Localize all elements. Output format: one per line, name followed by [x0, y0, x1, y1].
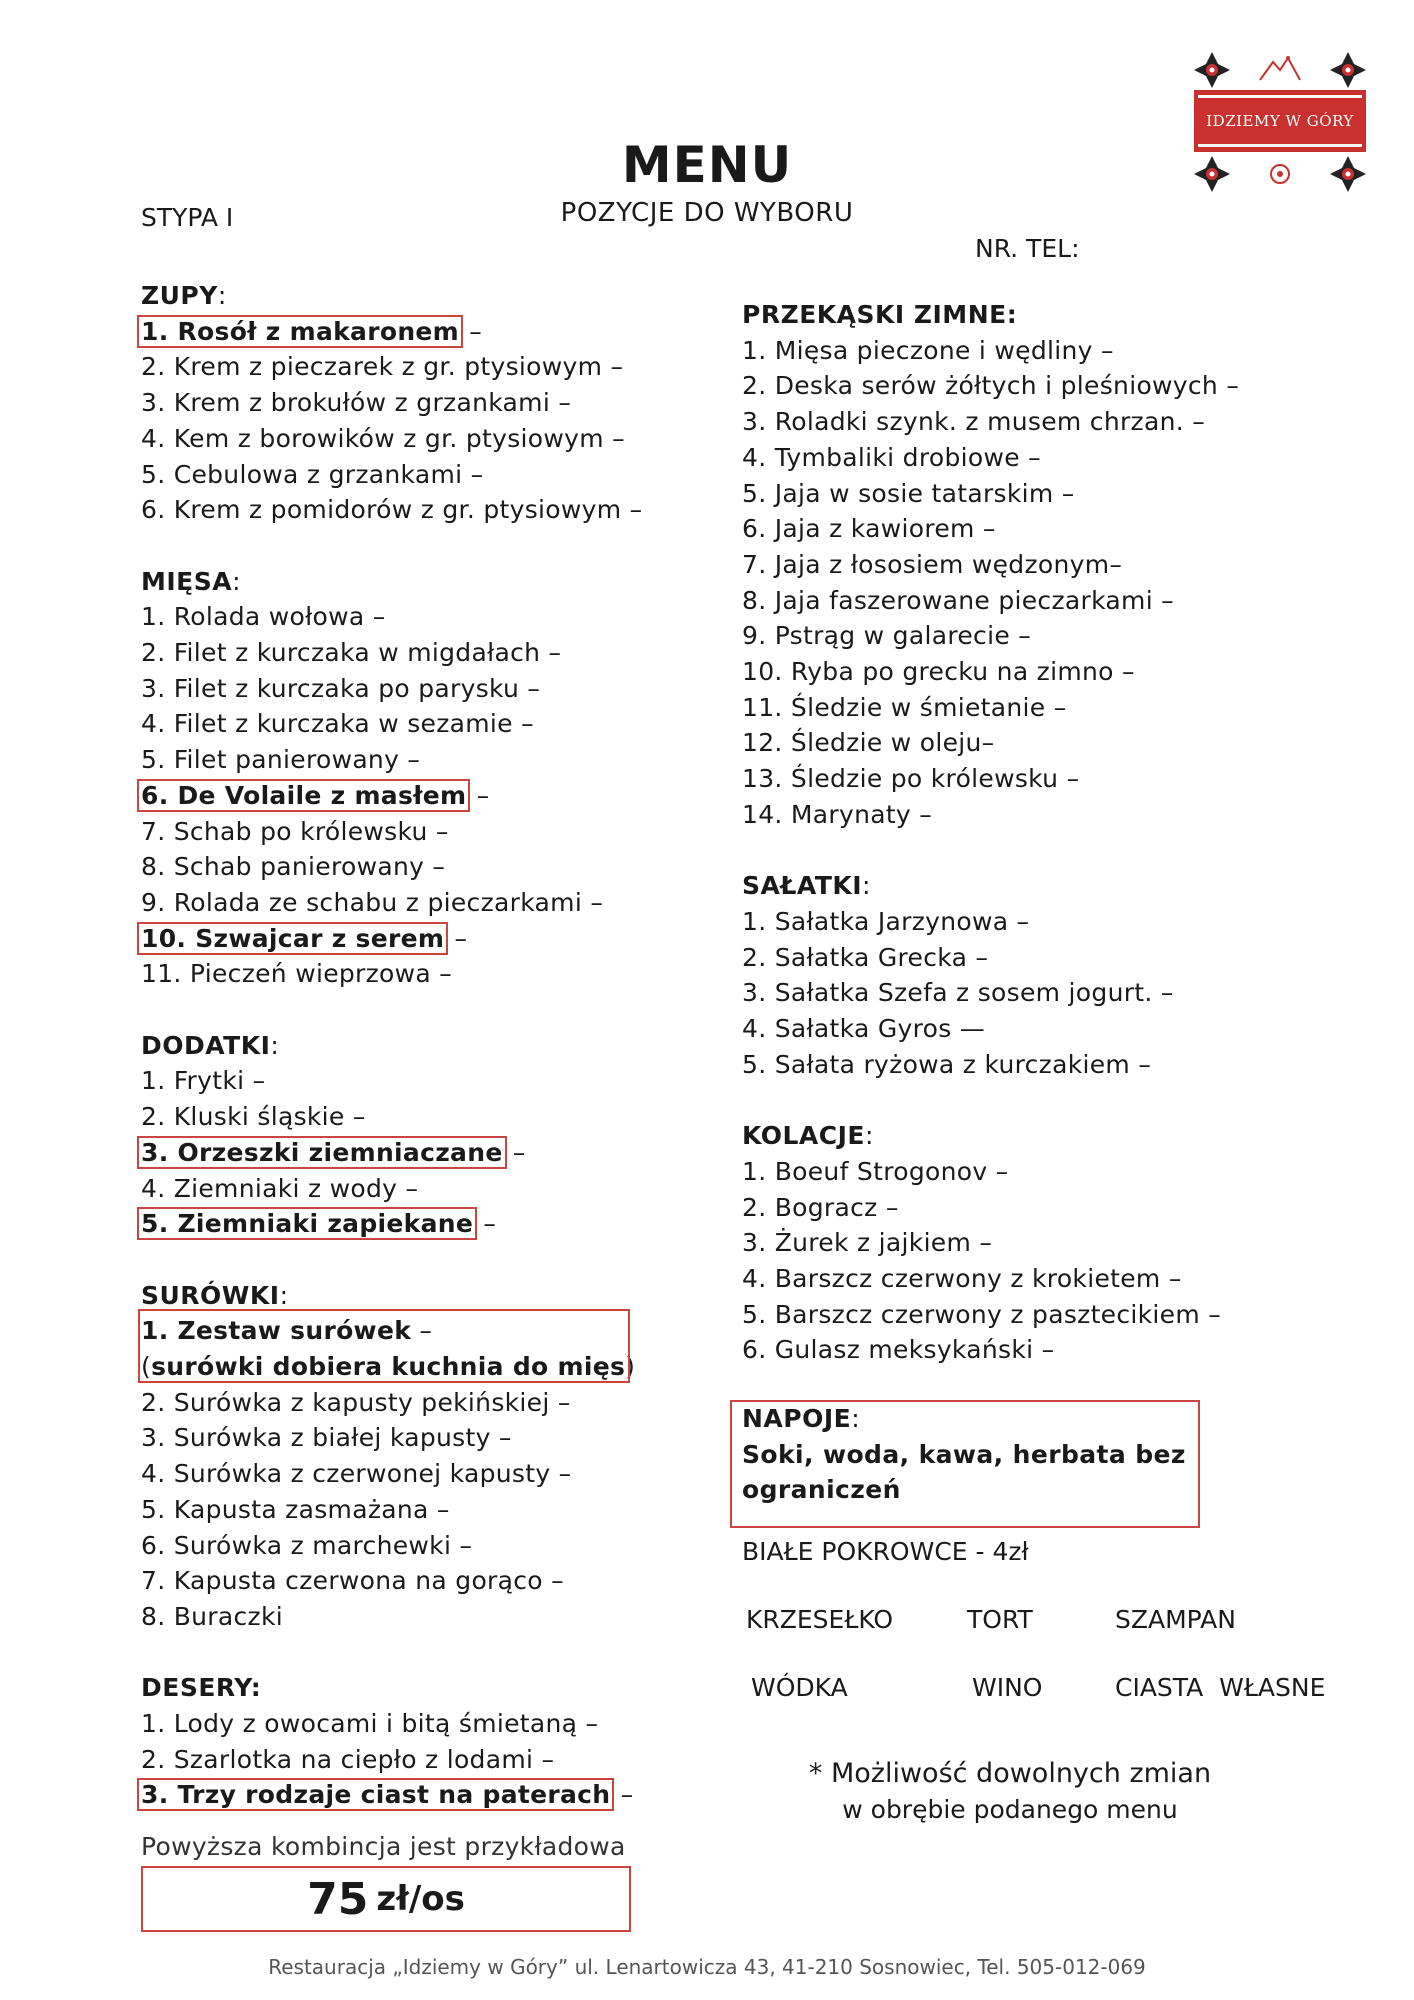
section-kolacje: KOLACJE: 1. Boeuf Strogonov – 2. Bogracz – 3. Żurek z jajkiem – 4. Barszcz czerwony z krokietem – 5. Barszcz czerwony z pasztecikiem – 6. Gulasz meksykański – [742, 1118, 1362, 1368]
menu-item: 7. Schab po królewsku – [141, 816, 449, 846]
menu-item: 5. Jaja w sosie tatarskim – [742, 478, 1075, 508]
selection-box [138, 1309, 630, 1383]
menu-item: 1. Sałatka Jarzynowa – [742, 906, 1030, 936]
menu-item: 8. Schab panierowany – [141, 852, 446, 882]
menu-item: 14. Marynaty – [742, 799, 933, 829]
selected-item: 6. De Volaile z masłem [141, 780, 467, 810]
menu-item: 6. Jaja z kawiorem – [742, 514, 996, 544]
menu-item: 9. Rolada ze schabu z pieczarkami – [141, 887, 604, 917]
selected-item: 5. Ziemniaki zapiekane [141, 1209, 474, 1239]
menu-item: 1. Frytki – [141, 1066, 266, 1096]
section-title: SAŁATKI [742, 871, 863, 901]
footer-address: Restauracja „Idziemy w Góry” ul. Lenartowicza 43, 41-210 Sosnowiec, Tel. 505-012-069 [268, 1955, 1146, 1979]
selected-item: 3. Orzeszki ziemniaczane [141, 1137, 503, 1167]
section-title: MIĘSA [141, 566, 233, 596]
price-amount: 75 [307, 1873, 369, 1925]
combo-note: Powyższa kombincja jest przykładowa [141, 1832, 626, 1861]
folk-ornament-icon [1190, 50, 1234, 90]
page-subtitle: POZYCJE DO WYBORU [560, 198, 854, 228]
menu-item: 3. Krem z brokułów z grzankami – [141, 388, 572, 418]
menu-item: 6. Krem z pomidorów z gr. ptysiowym – [141, 495, 643, 525]
section-salatki: SAŁATKI: 1. Sałatka Jarzynowa – 2. Sałatka Grecka – 3. Sałatka Szefa z sosem jogurt. – 4. Sałatka Gyros — 5. Sałata ryżowa z kurczakiem – [742, 868, 1362, 1082]
section-zupy: ZUPY: 1. Rosół z makaronem – 2. Krem z pieczarek z gr. ptysiowym – 3. Krem z brokułów z grzankami – 4. Kem z borowików z gr. ptysiowym – 5. Cebulowa z grzankami – 6. Krem z pomidorów z gr. ptysiowym – [141, 278, 701, 528]
selected-item: 1. Zestaw surówek [141, 1316, 412, 1346]
section-title: DODATKI [141, 1030, 271, 1060]
section-przekaski [742, 297, 1362, 833]
menu-item: 3. Surówka z białej kapusty – [141, 1423, 512, 1453]
menu-item: 5. Sałata ryżowa z kurczakiem – [742, 1049, 1152, 1079]
menu-item: 11. Śledzie w śmietanie – [742, 692, 1067, 722]
menu-item: 5. Kapusta zasmażana – [141, 1494, 450, 1524]
section-miesa: MIĘSA: 1. Rolada wołowa – 2. Filet z kurczaka w migdałach – 3. Filet z kurczaka po parysku – 4. Filet z kurczaka w sezamie – 5. Filet panierowany – 6. De Volaile z masłem – 7. Schab po królewsku – 8. Schab panierowany – 9. Rolada ze schabu z pieczarkami – 10. Szwajcar z serem – 11. Pieczeń wieprzowa – [141, 564, 701, 992]
section-title: KOLACJE [742, 1121, 866, 1151]
folk-ornament-icon [1326, 50, 1370, 90]
menu-item: 3. Filet z kurczaka po parysku – [141, 673, 541, 703]
left-column [141, 278, 701, 1813]
menu-item: 11. Pieczeń wieprzowa – [141, 959, 453, 989]
menu-item: 2. Szarlotka na ciepło z lodami – [141, 1744, 555, 1774]
menu-item: 2. Sałatka Grecka – [742, 942, 989, 972]
menu-item: 4. Kem z borowików z gr. ptysiowym – [141, 423, 625, 453]
menu-item: 2. Kluski śląskie – [141, 1102, 366, 1132]
extra-option: WINO [972, 1673, 1043, 1702]
note-line: * Możliwość dowolnych zmian [808, 1758, 1212, 1789]
note-line: w obrębie podanego menu [842, 1795, 1178, 1824]
menu-item: 8. Buraczki [141, 1601, 283, 1631]
section-napoje: NAPOJE: Soki, woda, kawa, herbata bez ograniczeń [742, 1401, 1186, 1508]
section-title: ZUPY [141, 281, 218, 310]
menu-item: 13. Śledzie po królewsku – [742, 764, 1080, 794]
section-title: SURÓWKI [141, 1280, 280, 1310]
section-title: PRZEKĄSKI ZIMNE: [742, 300, 1018, 329]
menu-item: 2. Filet z kurczaka w migdałach – [141, 638, 562, 668]
menu-item: 3. Sałatka Szefa z sosem jogurt. – [742, 978, 1174, 1008]
extra-option: KRZESEŁKO [746, 1605, 894, 1634]
selected-item-note: surówki dobiera kuchnia do mięs [151, 1352, 626, 1382]
menu-item: 4. Barszcz czerwony z krokietem – [742, 1263, 1182, 1293]
menu-item: 2. Krem z pieczarek z gr. ptysiowym – [141, 352, 624, 382]
section-surowki: SURÓWKI: 1. Zestaw surówek – (surówki dobiera kuchnia do mięs) 2. Surówka z kapusty pekińskiej – 3. Surówka z białej kapusty – 4. Surówka z czerwonej kapusty – 5. Kapusta zasmażana – 6. Surówka z marchewki – 7. Kapusta czerwona na gorąco – 8. Buraczki [141, 1278, 701, 1635]
menu-item: 9. Pstrąg w galarecie – [742, 621, 1032, 651]
menu-item: 5. Cebulowa z grzankami – [141, 459, 484, 489]
menu-item: 4. Surówka z czerwonej kapusty – [141, 1459, 572, 1489]
menu-item: 12. Śledzie w oleju– [742, 728, 995, 758]
extra-option: CIASTA WŁASNE [1115, 1673, 1326, 1702]
selected-item: 1. Rosół z makaronem [141, 316, 460, 346]
pokrowce-label: BIAŁE POKROWCE - 4zł [742, 1537, 1029, 1566]
extra-option: TORT [967, 1605, 1033, 1634]
menu-item: 1. Rolada wołowa – [141, 602, 386, 632]
section-dodatki: DODATKI: 1. Frytki – 2. Kluski śląskie – 3. Orzeszki ziemniaczane – 4. Ziemniaki z wody – 5. Ziemniaki zapiekane – [141, 1028, 701, 1242]
section-title: DESERY: [141, 1673, 262, 1703]
selected-item: 3. Trzy rodzaje ciast na paterach [141, 1780, 611, 1810]
mountain-icon [1258, 52, 1302, 82]
napoje-line: ograniczeń [742, 1475, 901, 1505]
menu-item: 4. Sałatka Gyros — [742, 1014, 986, 1044]
menu-item: 4. Ziemniaki z wody – [141, 1173, 419, 1203]
menu-item: 5. Barszcz czerwony z pasztecikiem – [742, 1299, 1222, 1329]
menu-item: 2. Bogracz – [742, 1192, 899, 1222]
price-box [141, 1866, 631, 1932]
menu-item: 2. Surówka z kapusty pekińskiej – [141, 1387, 571, 1417]
right-column [742, 297, 1362, 1368]
menu-item: 5. Filet panierowany – [141, 745, 421, 775]
menu-item: 3. Roladki szynk. z musem chrzan. – [742, 407, 1206, 437]
stypa-label: STYPA I [141, 203, 234, 232]
extra-option: SZAMPAN [1115, 1605, 1236, 1634]
logo-text: IDZIEMY W GÓRY [1206, 112, 1354, 130]
phone-label: NR. TEL: [975, 234, 1080, 263]
page-title: MENU [621, 136, 793, 194]
menu-item: 6. Surówka z marchewki – [141, 1530, 473, 1560]
menu-item: 4. Filet z kurczaka w sezamie – [141, 709, 534, 739]
menu-item: 1. Lody z owocami i bitą śmietaną – [141, 1709, 599, 1739]
menu-item: 8. Jaja faszerowane pieczarkami – [742, 585, 1174, 615]
price-unit: zł/os [376, 1879, 465, 1919]
menu-item: 1. Mięsa pieczone i wędliny – [742, 335, 1114, 365]
napoje-line: Soki, woda, kawa, herbata bez [742, 1439, 1186, 1469]
selected-item: 10. Szwajcar z serem [141, 923, 445, 953]
menu-item: 4. Tymbaliki drobiowe – [742, 442, 1041, 472]
menu-item: 10. Ryba po grecku na zimno – [742, 657, 1135, 687]
menu-item: 2. Deska serów żółtych i pleśniowych – [742, 371, 1240, 401]
menu-item: 1. Boeuf Strogonov – [742, 1156, 1009, 1186]
section-desery: DESERY: 1. Lody z owocami i bitą śmietaną – 2. Szarlotka na ciepło z lodami – 3. Trzy rodzaje ciast na paterach – [141, 1670, 701, 1813]
extra-option: WÓDKA [751, 1673, 848, 1702]
menu-item: 7. Kapusta czerwona na gorąco – [141, 1566, 564, 1596]
menu-item: 7. Jaja z łososiem wędzonym– [742, 549, 1123, 579]
menu-item: 3. Żurek z jajkiem – [742, 1228, 993, 1258]
menu-item: 6. Gulasz meksykański – [742, 1335, 1055, 1365]
section-title: NAPOJE [742, 1404, 852, 1433]
